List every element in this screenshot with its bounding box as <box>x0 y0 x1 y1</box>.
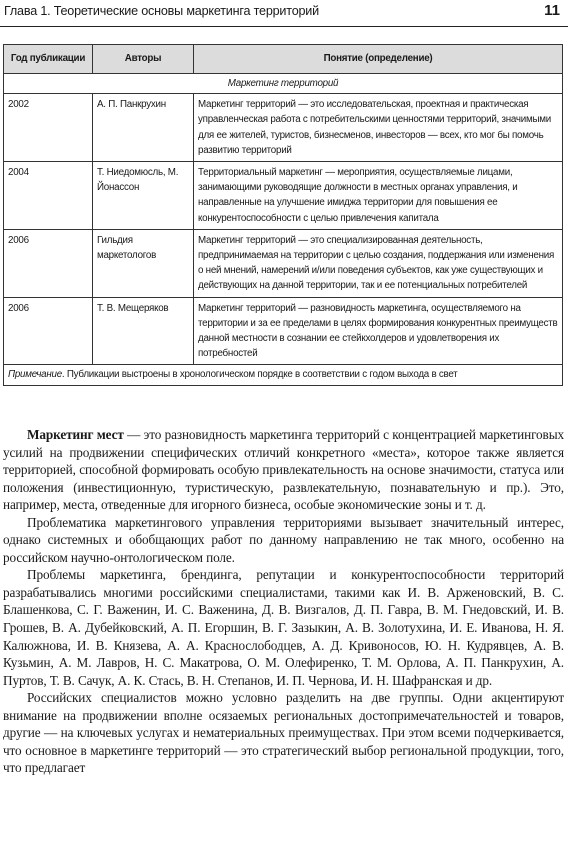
cell-authors: Т. В. Мещеряков <box>93 297 194 365</box>
table-row <box>4 297 563 365</box>
cell-definition: Маркетинг территорий — это исследовательская, проектная и практическая управленческая работа с потребительскими ценностями территорий, значимыми для ее жителей, туристов, бизнесменов, инвесторов — всех, кто мог бы помочь развитию территорий <box>194 94 563 162</box>
cell-authors: А. П. Панкрухин <box>93 94 194 162</box>
cell-year: 2006 <box>4 229 93 297</box>
term-highlight: Маркетинг мест <box>27 427 124 442</box>
paragraph-text: — это разновидность маркетинга территорий с концентрацией маркетинговых усилий на продвижении специфических отличий конкретного «места», которое также является территорией, способной формировать особую привлекательность на основе значимости, статуса или положения (инвестиционную, туристическую, развлекательную, познавательную и пр.). Это, например, места, отведенные для игорного бизнеса, особые экономические зоны и т. д. <box>3 427 564 513</box>
table-row <box>4 229 563 297</box>
note-label: Примечание <box>8 369 62 381</box>
cell-authors: Гильдия маркетологов <box>93 229 194 297</box>
column-header-definition: Понятие (определение) <box>194 45 563 74</box>
column-header-authors: Авторы <box>93 45 194 74</box>
cell-year: 2006 <box>4 297 93 365</box>
cell-definition: Маркетинг территорий — разновидность маркетинга, осуществляемого на территории и за ее пределами в целях формирования конкурентных преимуществ данной местности в сознании ее стейкхолдеров и удовлетворения их потребностей <box>194 297 563 365</box>
table-row <box>4 162 563 230</box>
body-text <box>3 426 564 777</box>
cell-year: 2004 <box>4 162 93 230</box>
table-row <box>4 94 563 162</box>
paragraph: Проблематика маркетингового управления территориями вызывает значительный интерес, однако системных и обобщающих работ по данному направлению не так много, особенно на российском научно-онтологическом поле. <box>3 514 564 565</box>
chapter-title: Глава 1. Теоретические основы маркетинга территорий <box>4 4 319 18</box>
note-text: . Публикации выстроены в хронологическом порядке в соответствии с годом выхода в свет <box>61 369 458 381</box>
table-note <box>4 365 563 385</box>
paragraph <box>3 426 564 514</box>
paragraph: Проблемы маркетинга, брендинга, репутации и конкурентоспособности территорий разрабатывались многими российскими специалистами, такими как И. В. Арженовский, В. С. Блашенкова, С. Г. Важенин, И. С. Важенина, Д. В. Визгалов, Д. П. Гавра, В. М. Гнедовский, И. В. Грошев, В. А. Дубейковский, А. П. Егоршин, В. Г. Зазыкин, А. В. Золотухина, И. Е. Иванова, Н. Я. Калюжнова, И. В. Князева, А. А. Краснослободцев, А. Д. Кривоносов, Ю. Н. Кудрявцев, А. В. Кузьмин, А. М. Лавров, Н. С. Макатрова, О. М. Олефиренко, Т. М. Орлова, А. П. Панкрухин, А. Пуртов, Т. В. Сачук, А. К. Стась, В. Н. Степанов, И. П. Чернова, И. Н. Шафранская и др. <box>3 567 564 688</box>
cell-definition: Территориальный маркетинг — мероприятия, осуществляемые лицами, занимающими руководящие должности в местных органах управления, и направленные на улучшение имиджа территории для повышения ее конкурентоспособности с целью привлечения капитала <box>194 162 563 230</box>
table-note-row <box>4 365 563 385</box>
paragraph: Российских специалистов можно условно разделить на две группы. Одни акцентируют внимание на продвижении вполне осязаемых региональных достопримечательностей и товаров, другие — на ключевых услугах и нематериальных преимуществах. При этом всеми подчеркивается, что основное в маркетинге территорий — это стратегический выбор региональной продукции, того, что предлагает <box>3 690 564 776</box>
table-section-row <box>4 74 563 94</box>
definitions-table <box>3 44 563 386</box>
running-head <box>0 0 568 27</box>
page-number: 11 <box>544 2 560 19</box>
cell-year: 2002 <box>4 94 93 162</box>
cell-definition: Маркетинг территорий — это специализированная деятельность, предпринимаемая на территории с целью создания, поддержания или изменения о ней мнений, намерений и/или поведения субъектов, как уже существующих и действующих на данной территории, так и ее потенциальных потребителей <box>194 229 563 297</box>
cell-authors: Т. Ниедомюсль, М. Йонассон <box>93 162 194 230</box>
table-header-row <box>4 45 563 74</box>
column-header-year: Год публикации <box>4 45 93 74</box>
section-label: Маркетинг территорий <box>4 74 563 94</box>
